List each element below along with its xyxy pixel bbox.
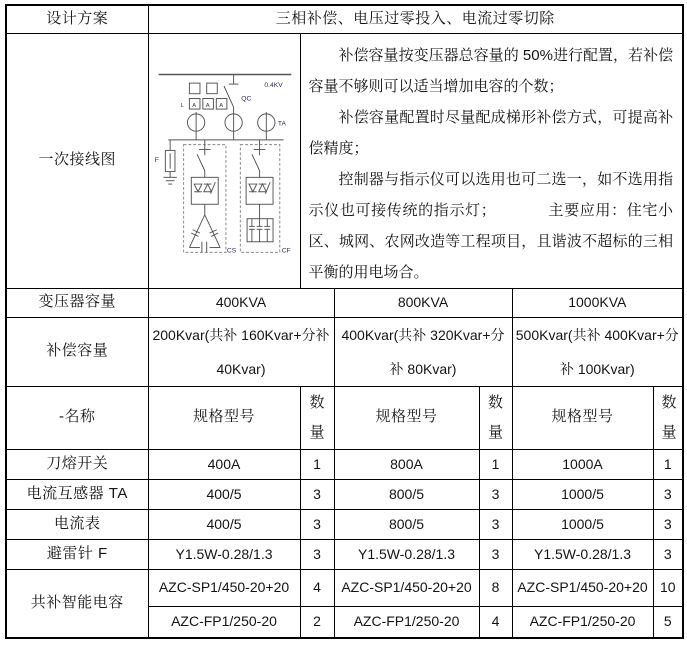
header-qty: 数量 — [653, 386, 683, 449]
qty-cell: 3 — [479, 509, 512, 539]
header-name: -名称 — [6, 386, 148, 449]
current-transformer-icon — [187, 111, 286, 139]
ammeter-icon: A — [219, 102, 224, 109]
note-capacity-config: 补偿容量按变压器总容量的 50%进行配置，若补偿容量不够则可以适当增加电容的个数； — [308, 46, 674, 95]
qty-cell: 3 — [479, 479, 512, 509]
compensation-capacity-value: 500Kvar(共补 400Kvar+分补 100Kvar) — [512, 317, 683, 386]
note-ladder-compensation: 补偿容量配置时尽量配成梯形补偿方式，可提高补偿精度； — [308, 108, 674, 157]
qty-cell: 3 — [300, 479, 334, 509]
qty-cell: 4 — [300, 569, 334, 606]
spec-cell: AZC-FP1/250-20 — [148, 606, 300, 638]
spec-cell: Y1.5W-0.28/1.3 — [512, 539, 653, 569]
spec-cell: 400A — [148, 449, 300, 479]
arrester-label: F — [154, 156, 159, 164]
transformer-capacity-value: 1000KVA — [512, 288, 683, 317]
equipment-row — [6, 539, 683, 569]
qty-cell: 3 — [653, 539, 683, 569]
spec-header-row — [6, 386, 683, 449]
phase-label: L — [180, 102, 184, 109]
spec-cell: 800A — [334, 449, 479, 479]
transformer-capacity-value: 400KVA — [148, 288, 334, 317]
equipment-name: 电流互感器 TA — [6, 479, 148, 509]
one-line-diagram-cell — [148, 33, 300, 288]
spec-cell: 1000/5 — [512, 479, 653, 509]
spec-cell: Y1.5W-0.28/1.3 — [148, 539, 300, 569]
qty-cell: 1 — [653, 449, 683, 479]
capacitor-group-name: 共补智能电容 — [6, 569, 148, 638]
breaker-label: QC — [241, 94, 252, 102]
spec-cell: AZC-FP1/250-20 — [512, 606, 653, 638]
ct-label: TA — [277, 119, 286, 127]
compensation-capacity-value: 200Kvar(共补 160Kvar+分补 40Kvar) — [148, 317, 334, 386]
ammeter-icon: A — [192, 102, 197, 109]
spec-cell: AZC-SP1/450-20+20 — [512, 569, 653, 606]
ammeter-icon: A — [205, 102, 210, 109]
compensation-capacity-value: 400Kvar(共补 320Kvar+分补 80Kvar) — [334, 317, 512, 386]
qty-cell: 3 — [653, 479, 683, 509]
shunt-capacitor-branch — [240, 139, 290, 254]
qty-cell: 5 — [653, 606, 683, 638]
equipment-name: 刀熔开关 — [6, 449, 148, 479]
qty-cell: 2 — [300, 606, 334, 638]
equipment-row — [6, 509, 683, 539]
compensation-capacity-label: 补偿容量 — [6, 317, 148, 386]
transformer-capacity-row — [6, 288, 683, 317]
header-qty: 数量 — [479, 386, 512, 449]
delta-bank-label: CS — [226, 246, 237, 254]
spec-cell: Y1.5W-0.28/1.3 — [334, 539, 479, 569]
design-scheme-value: 三相补偿、电压过零投入、电流过零切除 — [148, 5, 683, 33]
spec-cell: 400/5 — [148, 509, 300, 539]
spec-cell: 800/5 — [334, 479, 479, 509]
one-line-diagram — [149, 37, 299, 285]
equipment-name: 避雷针 F — [6, 539, 148, 569]
configuration-notes-cell — [300, 33, 683, 288]
equipment-name: 电流表 — [6, 509, 148, 539]
qty-cell: 3 — [300, 539, 334, 569]
header-spec: 规格型号 — [334, 386, 479, 449]
specification-table — [5, 4, 684, 639]
qty-cell: 8 — [479, 569, 512, 606]
spec-cell: 1000/5 — [512, 509, 653, 539]
header-qty: 数量 — [300, 386, 334, 449]
qty-cell: 10 — [653, 569, 683, 606]
design-scheme-label: 设计方案 — [6, 5, 148, 33]
delta-capacitor-branch — [184, 139, 237, 254]
note-controller-indicator: 控制器与指示仪可以选用也可二选一，如不选用指示仪也可接传统的指示灯； 主要应用：住宅小区、城网、农网改造等工程项目，且谐波不超标的三相平衡的用电场合。 — [308, 170, 674, 281]
header-spec: 规格型号 — [512, 386, 653, 449]
compensation-capacity-row — [6, 317, 683, 386]
spec-cell: AZC-SP1/450-20+20 — [334, 569, 479, 606]
arrester-icon — [155, 139, 177, 183]
qty-cell: 1 — [300, 449, 334, 479]
qty-cell: 3 — [300, 509, 334, 539]
shunt-bank-label: CF — [281, 246, 291, 254]
bus-voltage-label: 0.4KV — [264, 81, 283, 89]
transformer-capacity-value: 800KVA — [334, 288, 512, 317]
spec-cell: 400/5 — [148, 479, 300, 509]
wiring-diagram-row — [6, 33, 683, 288]
qty-cell: 4 — [479, 606, 512, 638]
equipment-row — [6, 449, 683, 479]
transformer-capacity-label: 变压器容量 — [6, 288, 148, 317]
header-spec: 规格型号 — [148, 386, 300, 449]
design-scheme-row — [6, 5, 683, 33]
capacitor-row — [6, 569, 683, 606]
meter-boxes — [181, 83, 227, 109]
spec-cell: 1000A — [512, 449, 653, 479]
spec-cell: 800/5 — [334, 509, 479, 539]
qty-cell: 3 — [653, 509, 683, 539]
busbar-line — [159, 74, 292, 89]
wiring-diagram-label: 一次接线图 — [6, 33, 148, 288]
spec-cell: AZC-SP1/450-20+20 — [148, 569, 300, 606]
qty-cell: 1 — [479, 449, 512, 479]
equipment-row — [6, 479, 683, 509]
spec-cell: AZC-FP1/250-20 — [334, 606, 479, 638]
qty-cell: 3 — [479, 539, 512, 569]
